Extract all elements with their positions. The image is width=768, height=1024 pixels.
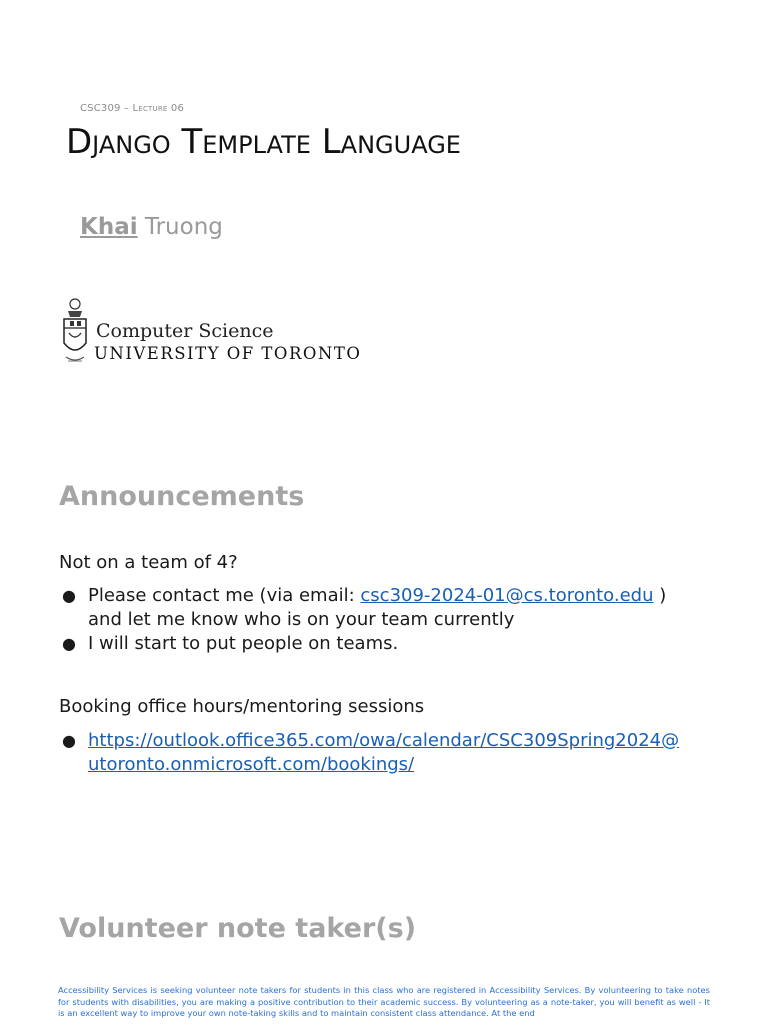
- contact-suffix: ): [653, 585, 667, 606]
- team-bullets: [62, 584, 722, 656]
- booking-link[interactable]: [88, 730, 679, 775]
- logo-line-2: UNIVERSITY OF TORONTO: [94, 344, 362, 363]
- announcements-heading: Announcements: [59, 481, 305, 512]
- coat-of-arms-icon: [60, 297, 390, 371]
- author-first-name: Khai: [80, 214, 138, 240]
- teams-bullet-text: I will start to put people on teams.: [88, 633, 399, 654]
- contact-email-link[interactable]: csc309-2024-01@cs.toronto.edu: [360, 585, 654, 606]
- list-item: [62, 584, 722, 632]
- contact-line-2: and let me know who is on your team currently: [88, 609, 515, 630]
- contact-prefix: Please contact me (via email:: [88, 585, 361, 606]
- booking-bullets: [62, 729, 722, 777]
- volunteer-heading: Volunteer note taker(s): [59, 913, 417, 944]
- bullet-icon: ●: [62, 634, 76, 653]
- author-name: [80, 214, 223, 240]
- list-item: [62, 729, 722, 777]
- university-logo: [60, 297, 390, 371]
- accessibility-notice: Accessibility Services is seeking volunteer note takers for students in this class who are registered in Accessibility Services. By volunteering to take notes for students with disabilities, you are making a positive contribution to their academic success. By volunteering as a note-taker, you will benefit as well - It is an excellent way to improve your own note-taking skills and to maintain consistent class attendance. At the end: [58, 985, 710, 1018]
- logo-line-1: Computer Science: [96, 320, 274, 342]
- bullet-icon: ●: [62, 731, 76, 750]
- author-last-name: Truong: [144, 214, 223, 240]
- team-prompt: Not on a team of 4?: [59, 552, 238, 573]
- list-item: [62, 632, 722, 656]
- slide-title: Django Template Language: [66, 122, 461, 162]
- booking-url-line-1[interactable]: https://outlook.office365.com/owa/calendar/CSC309Spring2024@: [88, 730, 680, 751]
- booking-label: Booking office hours/mentoring sessions: [59, 696, 425, 717]
- bullet-icon: ●: [62, 586, 76, 605]
- course-tag: CSC309 – Lecture 06: [80, 103, 185, 114]
- booking-url-line-2[interactable]: utoronto.onmicrosoft.com/bookings/: [88, 754, 415, 775]
